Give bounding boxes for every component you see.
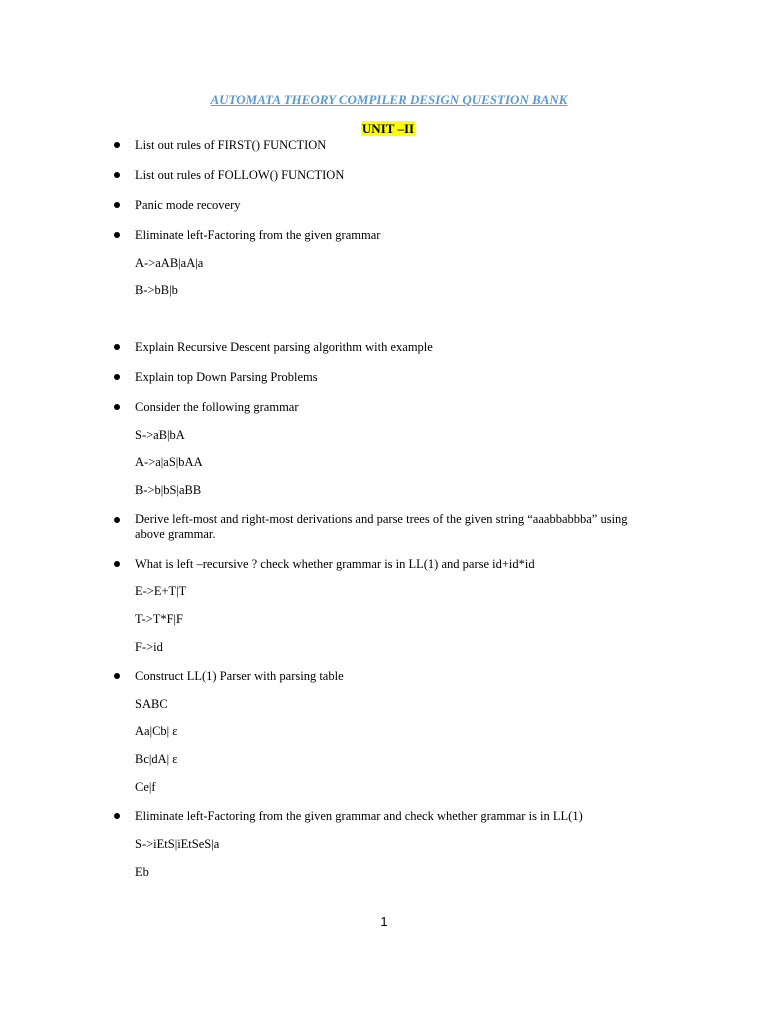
question-item: Construct LL(1) Parser with parsing table (135, 669, 344, 683)
page-number: 1 (380, 914, 388, 929)
question-item: Derive left-most and right-most derivations and parse trees of the given string “aaabbabbba” using above grammar. (135, 512, 628, 541)
question-item: What is left –recursive ? check whether grammar is in LL(1) and parse id+id*id (135, 557, 535, 571)
grammar-line: S->iEtS|iEtSeS|a (135, 837, 220, 851)
bullet-marker (114, 517, 120, 523)
bullet-marker (114, 404, 120, 410)
grammar-line: SABC (135, 697, 168, 711)
question-item: Eliminate left-Factoring from the given grammar (135, 228, 381, 242)
question-item: List out rules of FIRST() FUNCTION (135, 138, 327, 152)
bullet-marker (114, 202, 120, 208)
unit-heading-text: UNIT –II (361, 121, 415, 136)
bullet-marker (114, 673, 120, 679)
bullet-marker (114, 172, 120, 178)
bullet-marker (114, 374, 120, 380)
bullet-marker (114, 232, 120, 238)
question-item: Explain Recursive Descent parsing algorithm with example (135, 340, 433, 354)
bullet-marker (114, 813, 120, 819)
question-item: List out rules of FOLLOW() FUNCTION (135, 168, 345, 182)
bullet-marker (114, 561, 120, 567)
question-item: Eliminate left-Factoring from the given grammar and check whether grammar is in LL(1) (135, 809, 583, 823)
grammar-line: B->b|bS|aBB (135, 483, 202, 497)
grammar-line: E->E+T|T (135, 584, 187, 598)
grammar-line: A->aAB|aA|a (135, 256, 204, 270)
grammar-line: B->bB|b (135, 283, 178, 297)
bullet-marker (114, 344, 120, 350)
bullet-marker (114, 142, 120, 148)
question-item: Panic mode recovery (135, 198, 241, 212)
grammar-line: F->id (135, 640, 163, 654)
grammar-line: S->aB|bA (135, 428, 185, 442)
grammar-line: T->T*F|F (135, 612, 183, 626)
question-item: Consider the following grammar (135, 400, 299, 414)
document-title: AUTOMATA THEORY COMPILER DESIGN QUESTION BANK (210, 92, 568, 107)
grammar-line: Bc|dA| ε (135, 752, 178, 766)
unit-heading (0, 121, 768, 137)
grammar-line: A->a|aS|bAA (135, 455, 203, 469)
grammar-line: Aa|Cb| ε (135, 724, 178, 738)
grammar-line: Ce|f (135, 780, 156, 794)
grammar-line: Eb (135, 865, 149, 879)
question-item: Explain top Down Parsing Problems (135, 370, 318, 384)
